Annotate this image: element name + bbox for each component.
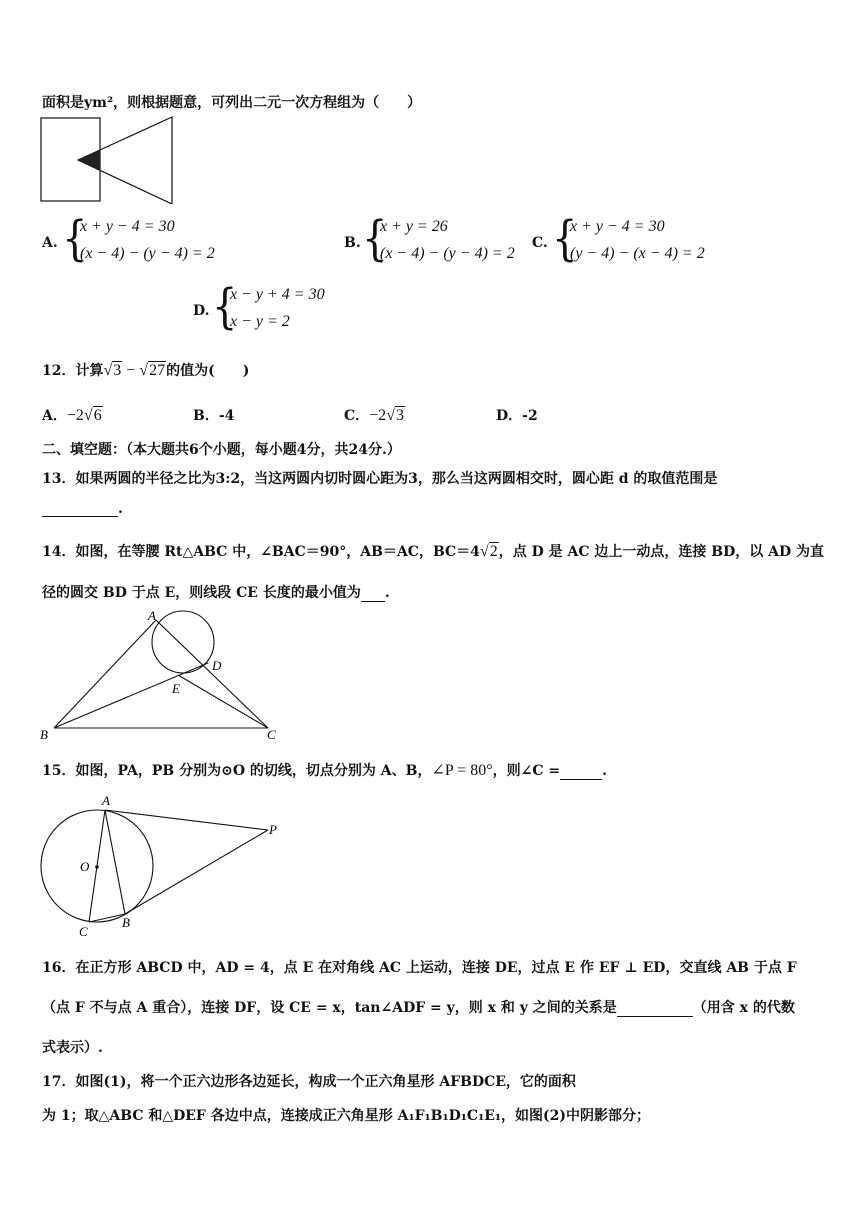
q11-option-b-label: B.: [344, 235, 361, 251]
q15-label-c: C: [79, 924, 88, 939]
q15-label-o: O: [80, 859, 90, 874]
q16-line-2: （点 F 不与点 A 重合），连接 DF，设 CE = x，tan∠ADF = y，则 x 和 y 之间的关系是 （用含 x 的代数: [42, 1000, 795, 1016]
q17-line-1: 17．如图(1)，将一个正六边形各边延长，构成一个正六角星形 AFBDCE，它的面积: [42, 1074, 576, 1090]
q14-segment-ac: [156, 620, 268, 728]
q12-radicand-2: 27: [149, 362, 166, 379]
q16-line-3: 式表示）.: [42, 1040, 103, 1056]
q11-option-a-eq1: x + y − 4 = 30: [80, 218, 175, 235]
q15-figure: [36, 790, 286, 940]
q12-minus: −: [122, 362, 140, 379]
q13-answer-line: .: [42, 500, 123, 517]
q11-option-c-label: C.: [532, 235, 548, 251]
q15-label-p: P: [269, 822, 277, 837]
q16-answer-blank[interactable]: [617, 1000, 693, 1017]
q11-option-d-brace: {: [212, 279, 238, 335]
q13-answer-blank[interactable]: [42, 500, 118, 517]
q14-label-d: D: [212, 658, 222, 673]
q14-line-1: 14．如图，在等腰 Rt△ABC 中，∠BAC＝90°，AB＝AC，BC＝4√2，点 D 是 AC 边上一动点，连接 BD，以 AD 为直: [42, 543, 824, 560]
q11-option-d-eq2: x − y = 2: [230, 313, 290, 330]
q14-label-e: E: [172, 681, 180, 696]
q11-option-b-brace: {: [362, 211, 388, 267]
q11-shaded-region: [78, 150, 100, 170]
q15-center-dot: [95, 865, 99, 869]
q16-line-1: 16．在正方形 ABCD 中，AD = 4，点 E 在对角线 AC 上运动，连接 DE，过点 E 作 EF ⊥ ED，交直线 AB 于点 F: [42, 960, 797, 976]
q14-figure: [36, 606, 286, 746]
q14-line-2: 径的圆交 BD 于点 E，则线段 CE 长度的最小值为 .: [42, 585, 390, 601]
q14-label-a: A: [148, 608, 156, 623]
q12-radicand-1: 3: [113, 362, 122, 379]
q17-line-2: 为 1；取△ABC 和△DEF 各边中点，连接成正六角星形 A₁F₁B₁D₁C₁E₁，如图(2)中阴影部分；: [42, 1108, 650, 1124]
q14-circle: [152, 611, 214, 673]
q11-figure: [38, 112, 178, 204]
q11-stem: 面积是ym²，则根据题意，可列出二元一次方程组为（ ）: [42, 95, 422, 111]
q11-option-b-eq2: (x − 4) − (y − 4) = 2: [380, 245, 515, 262]
q11-option-c-eq2: (y − 4) − (x − 4) = 2: [570, 245, 705, 262]
q12-suffix: 的值为( ): [166, 363, 250, 379]
q11-option-c-eq1: x + y − 4 = 30: [570, 218, 665, 235]
q11-option-c-brace: {: [552, 211, 578, 267]
q15-text: 15．如图，PA，PB 分别为⊙O 的切线，切点分别为 A、B，∠P = 80°，则∠C = .: [42, 762, 607, 779]
q11-option-d-label: D.: [193, 303, 210, 319]
q12-prefix: 12．计算: [42, 363, 104, 379]
q15-label-a: A: [102, 793, 110, 808]
q15-tangent-pb: [125, 830, 268, 914]
q14-label-c: C: [267, 727, 276, 742]
q12-option-d: D．-2: [496, 408, 538, 424]
q15-chord-ab: [105, 810, 125, 914]
q12-option-a: A．−2√6: [42, 407, 102, 424]
q15-answer-blank[interactable]: [560, 763, 602, 780]
section-2-heading: 二、填空题：（本大题共6个小题，每小题4分，共24分.）: [42, 442, 401, 458]
q12-option-b: B．-4: [193, 408, 235, 424]
q11-option-a-brace: {: [62, 211, 88, 267]
q11-option-b-eq1: x + y = 26: [380, 218, 448, 235]
q14-radicand: 2: [489, 543, 498, 560]
q11-option-a-label: A.: [42, 235, 58, 251]
q14-answer-blank[interactable]: [361, 585, 385, 602]
q15-label-b: B: [122, 915, 130, 930]
q11-option-d-eq1: x − y + 4 = 30: [230, 286, 325, 303]
q12-stem: 12．计算√3 − √27的值为( ): [42, 362, 250, 379]
q14-label-b: B: [40, 727, 48, 742]
q11-option-a-eq2: (x − 4) − (y − 4) = 2: [80, 245, 215, 262]
q14-segment-ab: [54, 620, 156, 728]
q15-angle-p: ∠P = 80°: [431, 762, 493, 779]
q12-option-c: C．−2√3: [344, 407, 404, 424]
q14-segment-ce: [178, 675, 268, 728]
q13-text: 13．如果两圆的半径之比为3:2，当这两圆内切时圆心距为3，那么当这两圆相交时，圆心距 d 的取值范围是: [42, 471, 718, 487]
